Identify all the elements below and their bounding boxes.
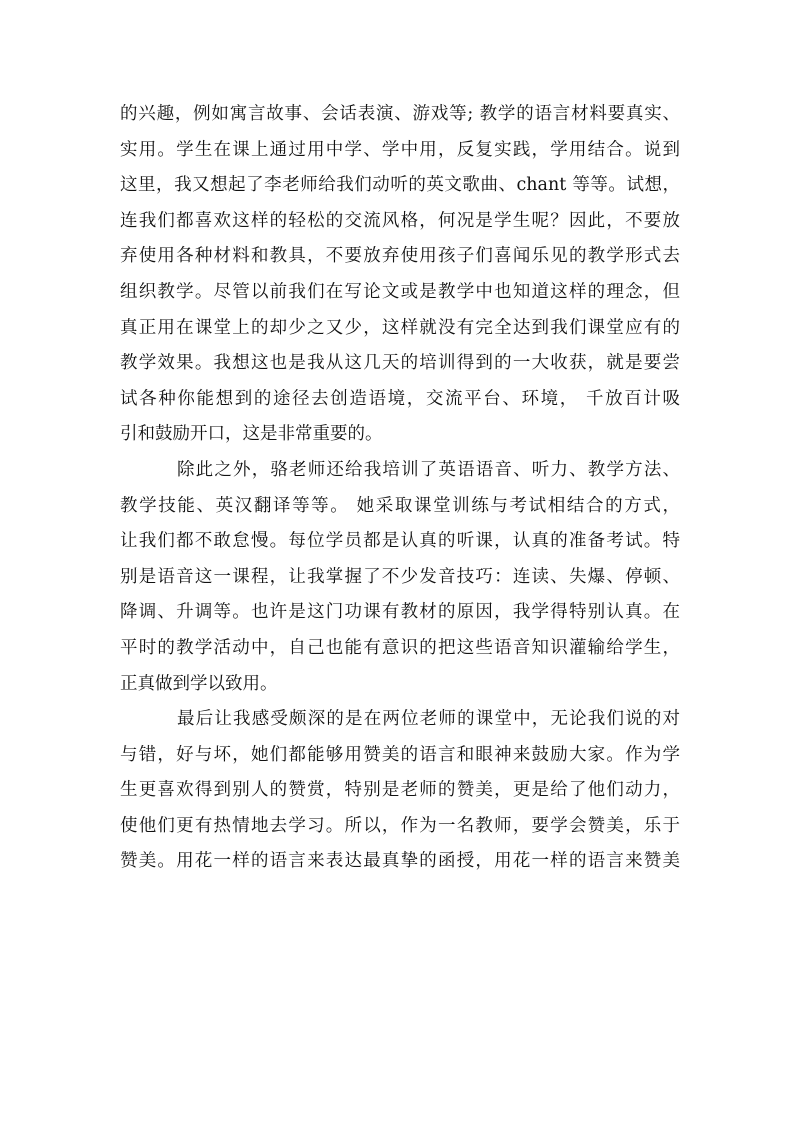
paragraph-2	[120, 453, 680, 702]
paragraph-line: 最后让我感受颇深的是在两位老师的课堂中，无论我们说的对	[177, 709, 680, 730]
paragraph-line: 赞美。用花一样的语言来表达最真挚的函授，用花一样的语言来赞美	[120, 851, 680, 872]
paragraph-line: 降调、升调等。也许是这门功课有教材的原因，我学得特别认真。在	[120, 602, 680, 623]
paragraph-3	[120, 702, 680, 880]
paragraph-line: 真正用在课堂上的却少之又少，这样就没有完全达到我们课堂应有的	[120, 317, 680, 338]
paragraph-line: 实用。学生在课上通过用中学、学中用，反复实践，学用结合。说到	[120, 139, 680, 160]
paragraph-line: 组织教学。尽管以前我们在写论文或是教学中也知道这样的理念，但	[120, 281, 680, 302]
paragraph-line: 引和鼓励开口，这是非常重要的。	[120, 424, 383, 445]
paragraph-line: 教学效果。我想这也是我从这几天的培训得到的一大收获，就是要尝	[120, 353, 680, 374]
paragraph-line: 正真做到学以致用。	[120, 673, 278, 694]
paragraph-line: 除此之外，骆老师还给我培训了英语语音、听力、教学方法、	[177, 459, 680, 480]
paragraph-line: 生更喜欢得到别人的赞赏，特别是老师的赞美，更是给了他们动力，	[120, 780, 680, 801]
document-body	[120, 97, 680, 880]
paragraph-line: 这里，我又想起了李老师给我们动听的英文歌曲、chant 等等。试想，	[120, 175, 680, 196]
paragraph-1	[120, 97, 680, 453]
paragraph-line: 试各种你能想到的途径去创造语境，交流平台、环境， 千放百计吸	[120, 388, 680, 409]
paragraph-line: 与错，好与坏，她们都能够用赞美的语言和眼神来鼓励大家。作为学	[120, 744, 680, 765]
paragraph-line: 连我们都喜欢这样的轻松的交流风格，何况是学生呢？因此，不要放	[120, 210, 680, 231]
paragraph-line: 弃使用各种材料和教具，不要放弃使用孩子们喜闻乐见的教学形式去	[120, 246, 680, 267]
paragraph-line: 别是语音这一课程，让我掌握了不少发音技巧：连读、失爆、停顿、	[120, 566, 680, 587]
paragraph-line: 平时的教学活动中，自己也能有意识的把这些语音知识灌输给学生，	[120, 637, 680, 658]
paragraph-line: 的兴趣，例如寓言故事、会话表演、游戏等; 教学的语言材料要真实、	[120, 104, 680, 124]
paragraph-line: 使他们更有热情地去学习。所以，作为一名教师，要学会赞美，乐于	[120, 815, 680, 836]
paragraph-line: 让我们都不敢怠慢。每位学员都是认真的听课，认真的准备考试。特	[120, 531, 680, 552]
paragraph-line: 教学技能、英汉翻译等等。 她采取课堂训练与考试相结合的方式，	[120, 495, 680, 516]
